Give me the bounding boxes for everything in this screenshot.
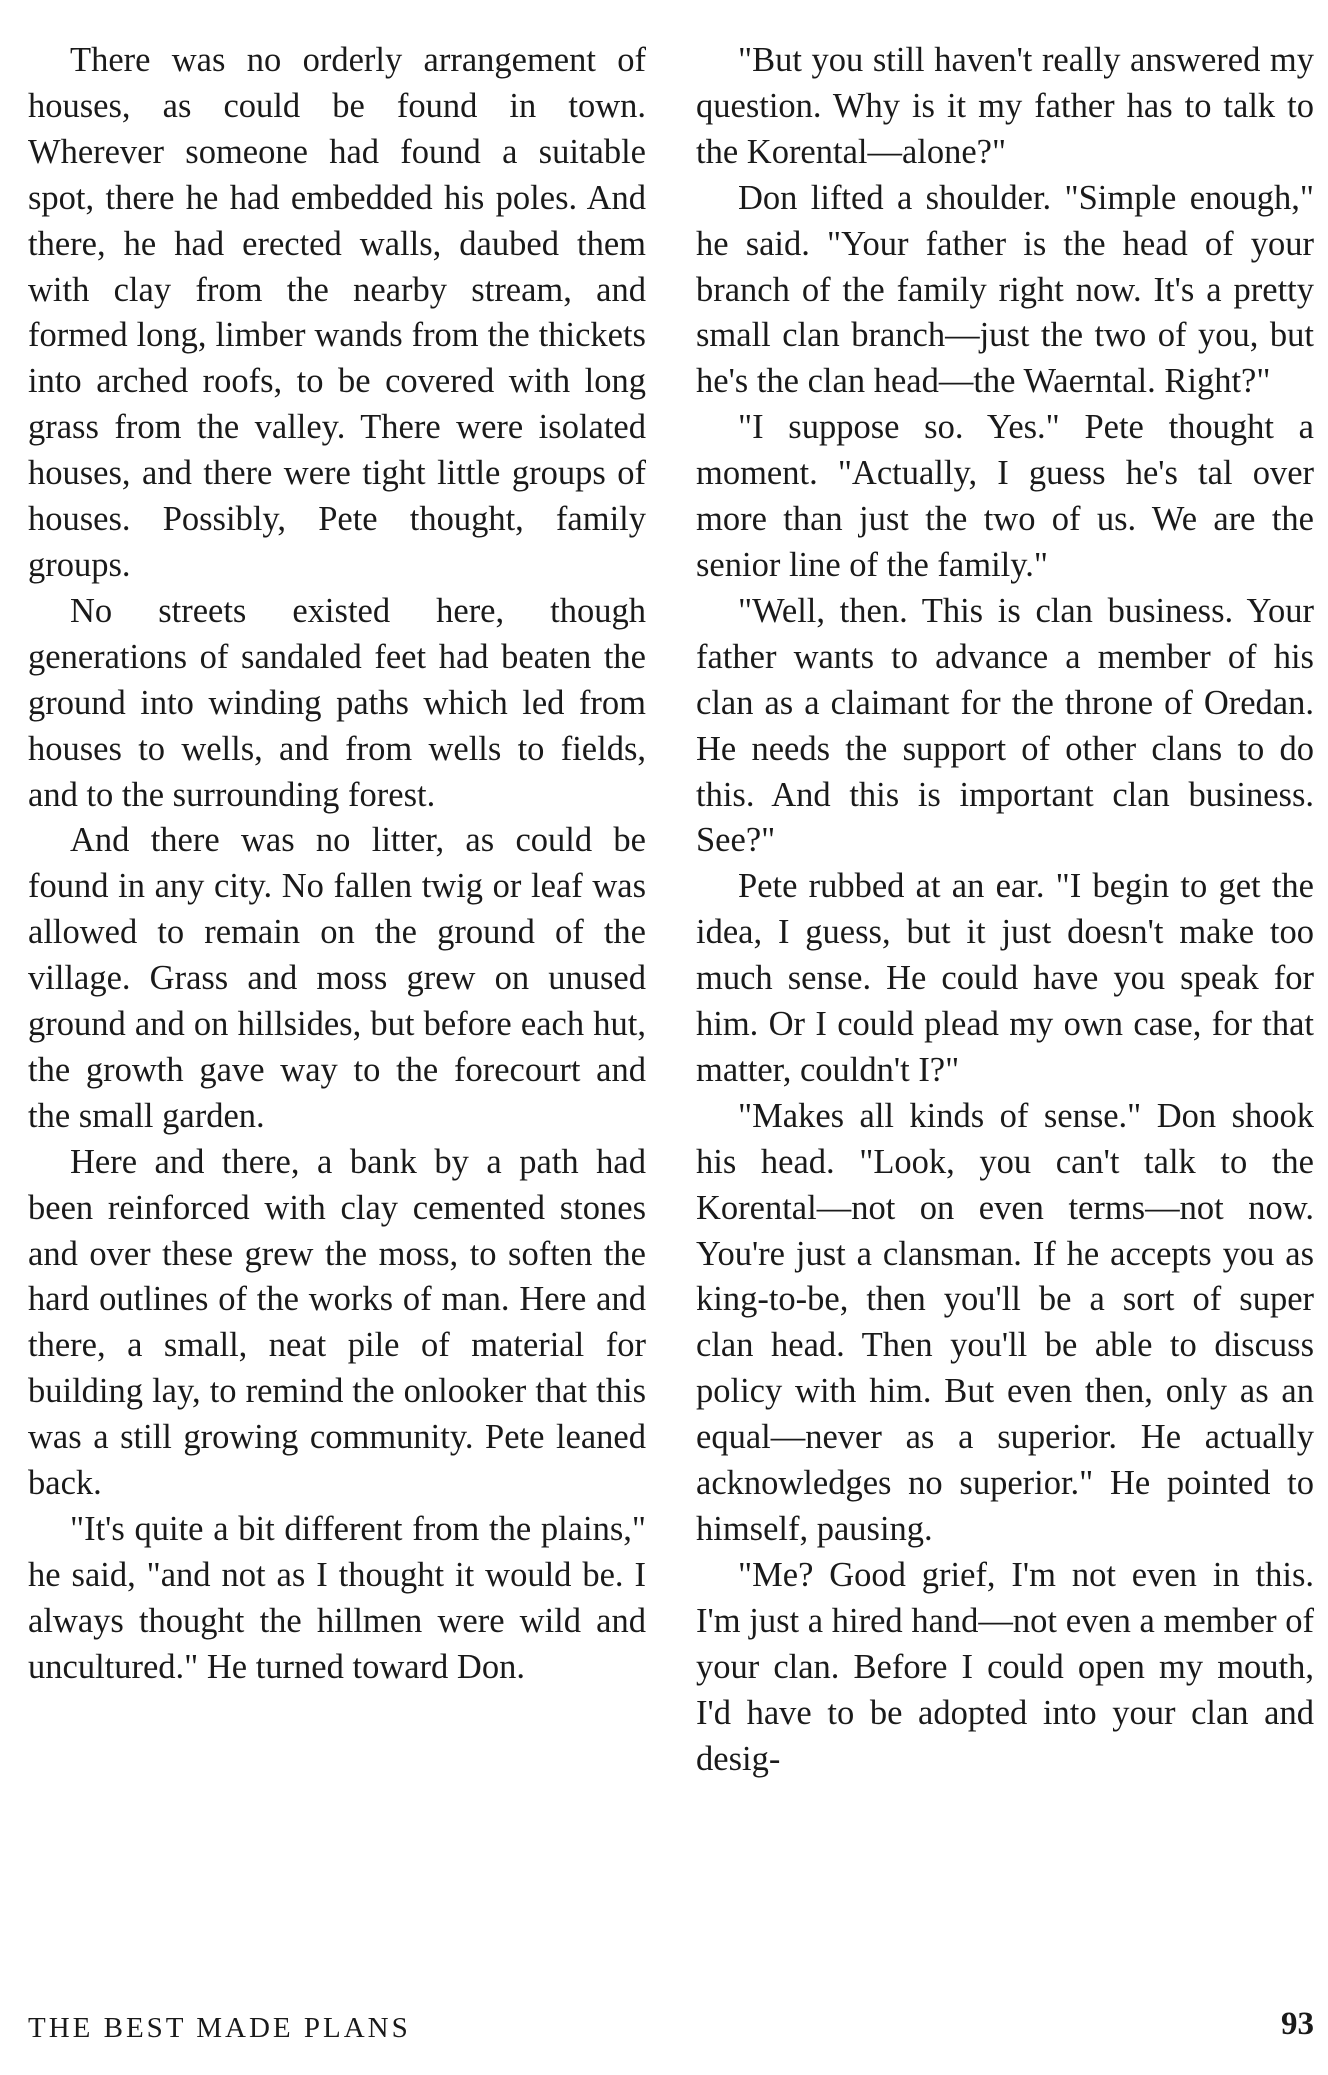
running-title: THE BEST MADE PLANS <box>28 2012 411 2044</box>
left-text-column <box>28 38 646 1691</box>
paragraph: "It's quite a bit different from the plains," he said, "and not as I thought it would be. I always thought the hillmen were wild and uncultured." He turned toward Don. <box>28 1510 646 1686</box>
paragraph: "Well, then. This is clan business. Your father wants to advance a member of his clan as a claimant for the throne of Oredan. He needs the support of other clans to do this. And this is important clan business. See?" <box>696 591 1314 860</box>
right-text-column <box>696 38 1314 1782</box>
paragraph: Here and there, a bank by a path had been reinforced with clay cemented stones and over these grew the moss, to soften the hard outlines of the works of man. Here and there, a small, neat pile of material for building lay, to remind the onlooker that this was a still growing community. Pete leaned back. <box>28 1142 646 1503</box>
paragraph: And there was no litter, as could be found in any city. No fallen twig or leaf was allowed to remain on the ground of the village. Grass and moss grew on unused ground and on hillsides, but before each hut, the growth gave way to the forecourt and the small garden. <box>28 821 646 1135</box>
paragraph: Don lifted a shoulder. "Simple enough," he said. "Your father is the head of your branch of the family right now. It's a pretty small clan branch—just the two of you, but he's the clan head—the Waerntal. Right?" <box>696 178 1314 401</box>
paragraph: "Me? Good grief, I'm not even in this. I'm just a hired hand—not even a member of your clan. Before I could open my mouth, I'd have to be adopted into your clan and desig- <box>696 1555 1314 1778</box>
paragraph: "But you still haven't really answered my question. Why is it my father has to talk to the Korental—alone?" <box>696 41 1314 171</box>
paragraph: Pete rubbed at an ear. "I begin to get the idea, I guess, but it just doesn't make too much sense. He could have you speak for him. Or I could plead my own case, for that matter, couldn't I?" <box>696 867 1314 1089</box>
paragraph: "I suppose so. Yes." Pete thought a moment. "Actually, I guess he's tal over more than just the two of us. We are the senior line of the family." <box>696 408 1314 584</box>
paragraph: There was no orderly arrangement of houses, as could be found in town. Wherever someone had found a suitable spot, there he had embedded his poles. And there, he had erected walls, daubed them with clay from the nearby stream, and formed long, limber wands from the thickets into arched roofs, to be covered with long grass from the valley. There were isolated houses, and there were tight little groups of houses. Possibly, Pete thought, family groups. <box>28 41 646 584</box>
paragraph: No streets existed here, though generations of sandaled feet had beaten the ground into winding paths which led from houses to wells, and from wells to fields, and to the surrounding forest. <box>28 591 646 814</box>
paragraph: "Makes all kinds of sense." Don shook his head. "Look, you can't talk to the Korental—not on even terms—not now. You're just a clansman. If he accepts you as king-to-be, then you'll be a sort of super clan head. Then you'll be able to discuss policy with him. But even then, only as an equal—never as a superior. He actually acknowledges no superior." He pointed to himself, pausing. <box>696 1096 1314 1548</box>
page-number: 93 <box>1281 2006 1314 2042</box>
